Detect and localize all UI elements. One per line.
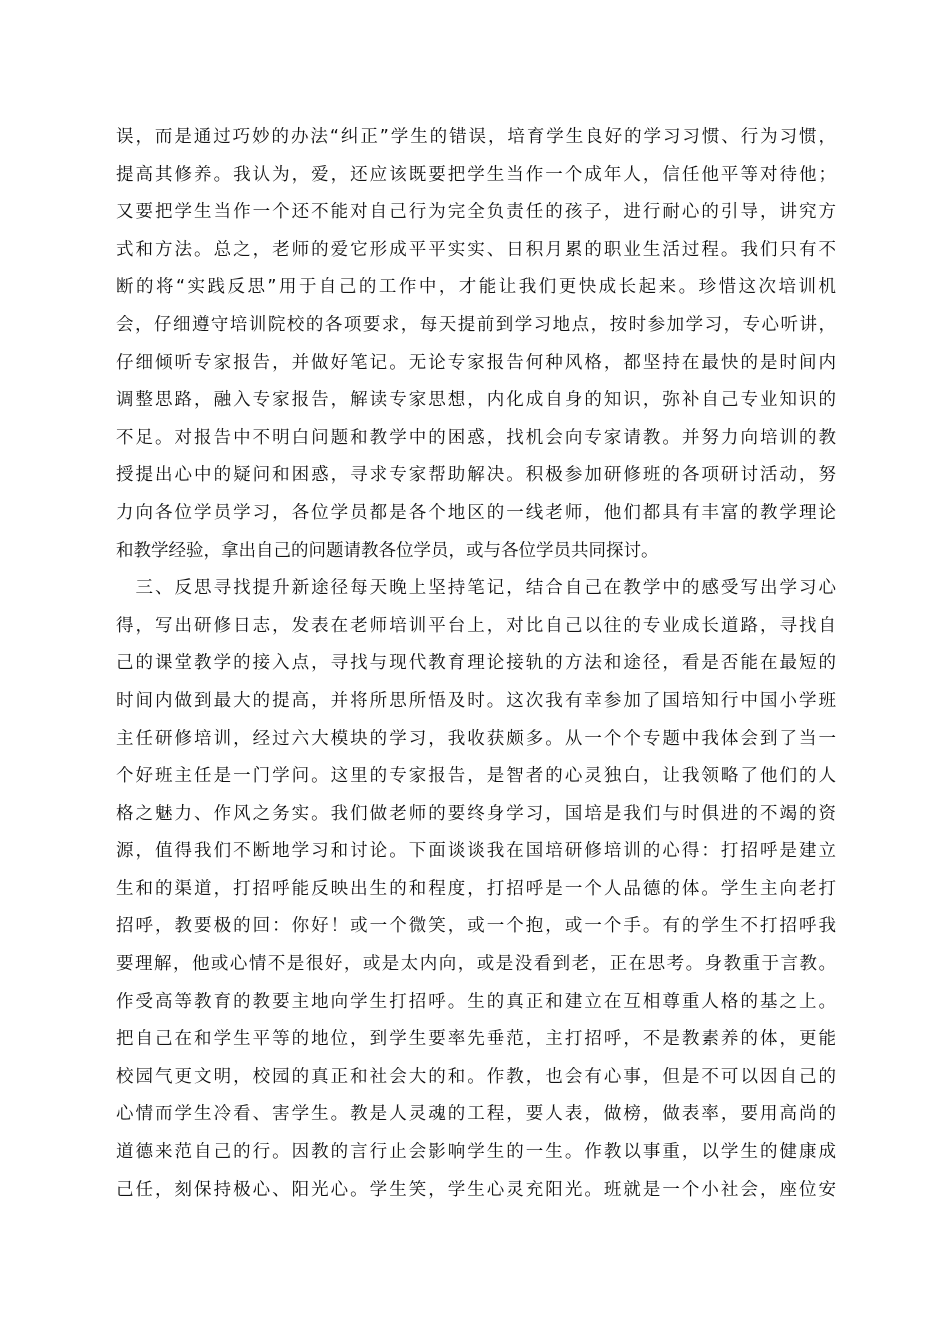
text-line: 和教学经验，拿出自己的问题请教各位学员，或与各位学员共同探讨。: [116, 540, 659, 561]
text-line: 个好班主任是一门学问。这里的专家报告，是智者的心灵独白，让我领略了他们的人: [116, 766, 836, 787]
text-line: 心情而学生冷看、害学生。教是人灵魂的工程，要人表，做榜，做表率，要用高尚的: [116, 1104, 836, 1125]
text-line: 要理解，他或心情不是很好，或是太内向，或是没看到老，正在思考。身教重于言教。: [116, 954, 836, 975]
text-line: 力向各位学员学习，各位学员都是各个地区的一线老师，他们都具有丰富的教学理论: [116, 502, 836, 523]
text-line: 不足。对报告中不明白问题和教学中的困惑，找机会向专家请教。并努力向培训的教: [116, 427, 836, 448]
text-line: 生和的渠道，打招呼能反映出生的和程度，打招呼是一个人品德的体。学生主向老打: [116, 878, 836, 899]
text-line: 己的课堂教学的接入点，寻找与现代教育理论接轨的方法和途径，看是否能在最短的: [116, 653, 836, 674]
text-line: 调整思路，融入专家报告，解读专家思想，内化成自身的知识，弥补自己专业知识的: [116, 390, 836, 411]
text-line: 招呼，教要极的回：你好！或一个微笑，或一个抱，或一个手。有的学生不打招呼我: [116, 916, 836, 937]
text-line: 把自己在和学生平等的地位，到学生要率先垂范，主打招呼，不是教素养的体，更能: [116, 1029, 836, 1050]
text-line: 源，值得我们不断地学习和讨论。下面谈谈我在国培研修培训的心得：打招呼是建立: [116, 841, 836, 862]
text-line: 断的将“实践反思”用于自己的工作中，才能让我们更快成长起来。珍惜这次培训机: [116, 277, 836, 298]
text-line: 格之魅力、作风之务实。我们做老师的要终身学习，国培是我们与时俱进的不竭的资: [116, 803, 836, 824]
document-body: [116, 119, 836, 1209]
text-line: 作受高等教育的教要主地向学生打招呼。生的真正和建立在互相尊重人格的基之上。: [116, 991, 836, 1012]
text-line: 仔细倾听专家报告，并做好笔记。无论专家报告何种风格，都坚持在最快的是时间内: [116, 352, 836, 373]
text-line: 又要把学生当作一个还不能对自己行为完全负责任的孩子，进行耐心的引导，讲究方: [116, 202, 836, 223]
text-line: 得，写出研修日志，发表在老师培训平台上，对比自己以往的专业成长道路，寻找自: [116, 615, 836, 636]
text-line: 校园气更文明，校园的真正和社会大的和。作教，也会有心事，但是不可以因自己的: [116, 1066, 836, 1087]
paragraph-start-line: 三、反思寻找提升新途径每天晚上坚持笔记，结合自己在教学中的感受写出学习心: [116, 578, 836, 599]
text-line: 主任研修培训，经过六大模块的学习，我收获颇多。从一个个专题中我体会到了当一: [116, 728, 836, 749]
text-line: 时间内做到最大的提高，并将所思所悟及时。这次我有幸参加了国培知行中国小学班: [116, 690, 836, 711]
text-line: 误，而是通过巧妙的办法“纠正”学生的错误，培育学生良好的学习习惯、行为习惯，: [116, 127, 836, 147]
text-line: 式和方法。总之，老师的爱它形成平平实实、日积月累的职业生活过程。我们只有不: [116, 239, 836, 260]
text-line: 道德来范自己的行。因教的言行止会影响学生的一生。作教以事重，以学生的健康成: [116, 1142, 836, 1163]
text-line: 己任，刻保持极心、阳光心。学生笑，学生心灵充阳光。班就是一个小社会，座位安: [116, 1179, 836, 1200]
text-line: 会，仔细遵守培训院校的各项要求，每天提前到学习地点，按时参加学习，专心听讲，: [116, 314, 836, 335]
text-line: 授提出心中的疑问和困惑，寻求专家帮助解决。积极参加研修班的各项研讨活动，努: [116, 465, 836, 486]
text-line: 提高其修养。我认为，爱，还应该既要把学生当作一个成年人，信任他平等对待他；: [116, 164, 836, 185]
